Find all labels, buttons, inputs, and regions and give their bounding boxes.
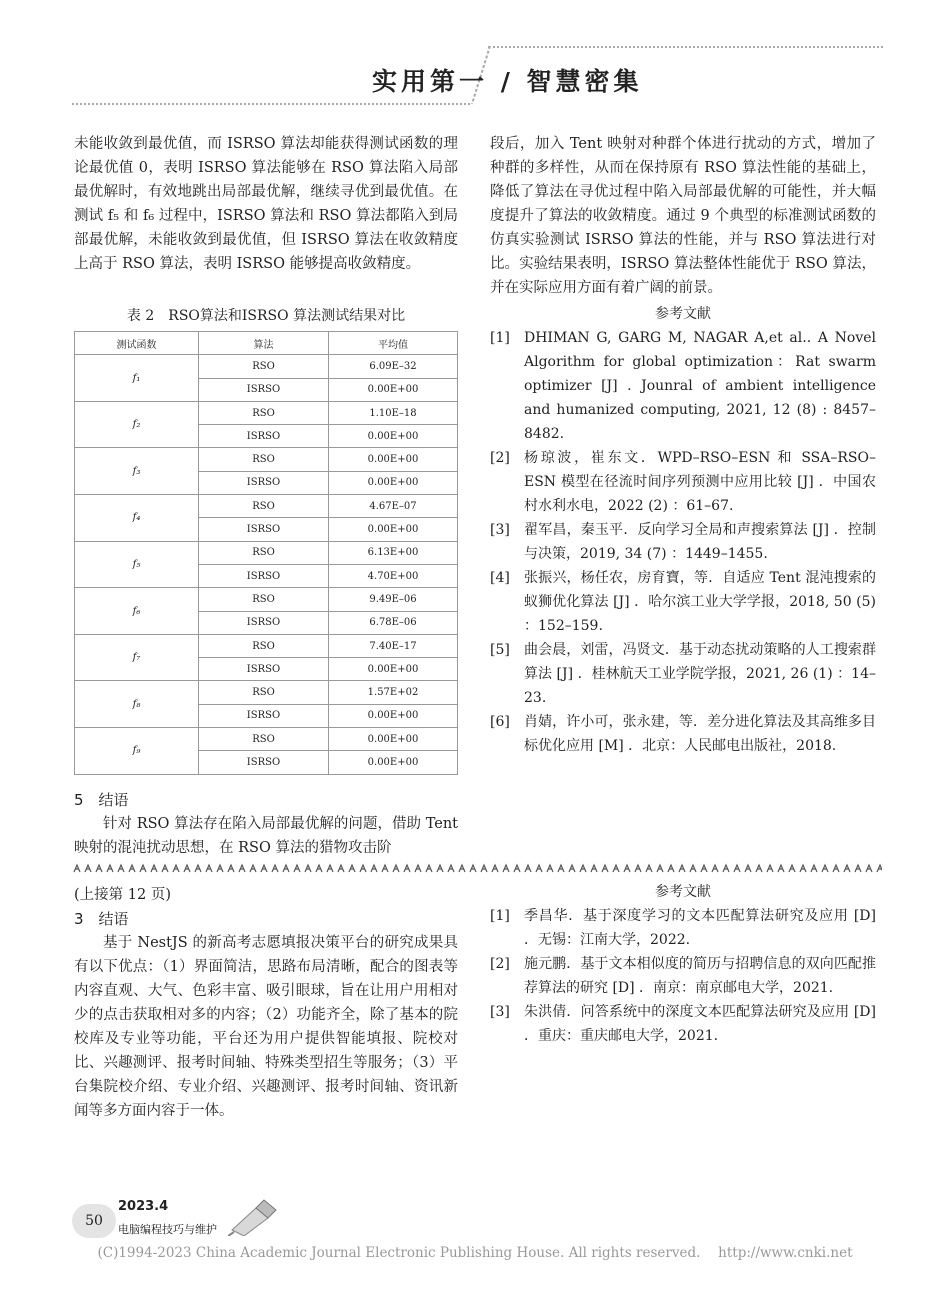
algorithm-cell: RSO [199, 541, 329, 564]
divider-ornament [657, 865, 663, 872]
average-cell: 7.40E–17 [329, 634, 458, 657]
divider-ornament [327, 865, 333, 872]
function-cell: f₂ [75, 401, 199, 448]
average-cell: 0.00E+00 [329, 425, 458, 448]
average-cell: 1.57E+02 [329, 681, 458, 704]
divider-ornament [547, 865, 553, 872]
right-column-top [490, 132, 876, 758]
divider-ornament [800, 865, 806, 872]
divider-ornament [569, 865, 575, 872]
average-cell: 0.00E+00 [329, 448, 458, 471]
usb-plug-icon [228, 1196, 280, 1236]
divider-ornament [371, 865, 377, 872]
average-cell: 4.67E–07 [329, 495, 458, 518]
algorithm-cell: RSO [199, 681, 329, 704]
divider-ornament [822, 865, 828, 872]
divider-ornament [129, 865, 135, 872]
table-row [75, 588, 458, 611]
reference-item [490, 326, 876, 446]
algorithm-cell: RSO [199, 448, 329, 471]
divider-ornament [712, 865, 718, 872]
divider-ornament [767, 865, 773, 872]
reference-text: 张振兴，杨任农，房育寶，等．自适应 Tent 混沌搜索的蚁狮优化算法 [J] ．哈尔滨工业大学学报，2018, 50 (5) ：152–159. [524, 570, 876, 634]
right-column-bottom [490, 880, 876, 1048]
references-list [490, 326, 876, 758]
article-divider [72, 862, 882, 876]
divider-ornament [481, 865, 487, 872]
header-function: 测试函数 [75, 332, 199, 355]
divider-ornament [316, 865, 322, 872]
footer-issue: 2023.4 [118, 1199, 169, 1214]
divider-ornament [844, 865, 850, 872]
table-row [75, 541, 458, 564]
divider-ornament [195, 865, 201, 872]
divider-ornament [360, 865, 366, 872]
section3-paragraph: 基于 NestJS 的新高考志愿填报决策平台的研究成果具有以下优点：（1）界面简洁，思路布局清晰，配合的图表等内容直观、大气、色彩丰富、吸引眼球，旨在让用户用相对少的点击获取相对多的内容；（2）功能齐全，除了基本的院校库及专业等功能，平台还为用户提供智能填报、院校对比、兴趣测评、报考时间轴、特殊类型招生等服务；（3）平台集院校介绍、专业介绍、兴趣测评、报考时间轴、资讯新闻等多方面内容于一体。 [74, 935, 458, 1119]
average-cell: 4.70E+00 [329, 564, 458, 587]
header-algorithm: 算法 [199, 332, 329, 355]
divider-ornament [811, 865, 817, 872]
copyright-notice: (C)1994-2023 China Academic Journal Electronic Publishing House. All rights reserved. http://www.cnki.net [97, 1245, 853, 1261]
table-body [75, 355, 458, 774]
divider-ornament [338, 865, 344, 872]
left-top-paragraph: 未能收敛到最优值，而 ISRSO 算法却能获得测试函数的理论最优值 0，表明 ISRSO 算法能够在 RSO 算法陷入局部最优解时，有效地跳出局部最优解，继续寻优到最优值。在测试 f₅ 和 f₆ 过程中，ISRSO 算法和 RSO 算法都陷入到局部最优解，未能收敛到最优值，但 ISRSO 算法在收敛精度上高于 RSO 算法，表明 ISRSO 能够提高收敛精度。 [74, 136, 458, 272]
reference-item [490, 518, 876, 566]
divider-ornament [294, 865, 300, 872]
algorithm-cell: ISRSO [199, 658, 329, 681]
reference-text: DHIMAN G, GARG M, NAGAR A,et al.. A Novel Algorithm for global optimization：Rat swarm optimizer [J] . Jounral of ambient intelligence and humanized computing, 2021, 12 (8) : 8457–8482. [524, 330, 876, 442]
table-row [75, 495, 458, 518]
references-list-2 [490, 904, 876, 1048]
table-row [75, 448, 458, 471]
divider-ornament [151, 865, 157, 872]
divider-ornament [74, 865, 80, 872]
divider-ornament [701, 865, 707, 872]
function-cell: f₃ [75, 448, 199, 495]
divider-ornament [492, 865, 498, 872]
divider-ornament [635, 865, 641, 872]
section3-heading: 3 结语 [74, 910, 129, 928]
divider-ornament [723, 865, 729, 872]
reference-item [490, 952, 876, 1000]
table-header-row [75, 332, 458, 355]
divider-ornament [833, 865, 839, 872]
divider-ornament [107, 865, 113, 872]
section5-paragraph: 针对 RSO 算法存在陷入局部最优解的问题，借助 Tent 映射的混沌扰动思想，在 RSO 算法的猎物攻击阶 [74, 816, 458, 856]
table-row [75, 681, 458, 704]
divider-ornament [668, 865, 674, 872]
divider-ornament [602, 865, 608, 872]
divider-ornament [206, 865, 212, 872]
average-cell: 0.00E+00 [329, 518, 458, 541]
divider-ornament [305, 865, 311, 872]
divider-ornament [778, 865, 784, 872]
table-row [75, 355, 458, 378]
divider-ornament [646, 865, 652, 872]
average-cell: 6.09E–32 [329, 355, 458, 378]
algorithm-cell: ISRSO [199, 518, 329, 541]
algorithm-cell: RSO [199, 355, 329, 378]
reference-number: [1] [490, 330, 510, 346]
algorithm-cell: ISRSO [199, 564, 329, 587]
algorithm-cell: ISRSO [199, 378, 329, 401]
divider-ornament [866, 865, 872, 872]
algorithm-cell: ISRSO [199, 611, 329, 634]
page-header [0, 0, 950, 115]
divider-ornament [855, 865, 861, 872]
divider-ornament [734, 865, 740, 872]
divider-ornament [415, 865, 421, 872]
reference-text: 施元鹏．基于文本相似度的简历与招聘信息的双向匹配推荐算法的研究 [D] ．南京：南京邮电大学，2021. [524, 956, 876, 996]
divider-ornament [877, 865, 882, 872]
divider-ornament [514, 865, 520, 872]
header-title: 实用第一 / 智慧密集 [372, 67, 643, 96]
reference-item [490, 710, 876, 758]
reference-item [490, 446, 876, 518]
table-row [75, 634, 458, 657]
divider-ornament [162, 865, 168, 872]
divider-ornament [393, 865, 399, 872]
divider-ornament [437, 865, 443, 872]
divider-ornament [558, 865, 564, 872]
reference-text: 翟军昌，秦玉平．反向学习全局和声搜索算法 [J] ．控制与决策，2019, 34 (7) ：1449–1455. [524, 522, 876, 562]
function-cell: f₅ [75, 541, 199, 588]
references-title-2: 参考文献 [655, 884, 711, 900]
divider-ornament [426, 865, 432, 872]
table-row [75, 401, 458, 424]
continued-note: (上接第 12 页) [74, 887, 171, 903]
average-cell: 0.00E+00 [329, 728, 458, 751]
average-cell: 0.00E+00 [329, 658, 458, 681]
divider-ornament [272, 865, 278, 872]
divider-ornament [96, 865, 102, 872]
algorithm-cell: RSO [199, 401, 329, 424]
divider-ornament [690, 865, 696, 872]
reference-number: [4] [490, 570, 510, 586]
reference-number: [5] [490, 642, 510, 658]
divider-ornament [789, 865, 795, 872]
average-cell: 0.00E+00 [329, 751, 458, 774]
divider-ornament [580, 865, 586, 872]
algorithm-cell: ISRSO [199, 751, 329, 774]
divider-ornament [250, 865, 256, 872]
divider-ornament [459, 865, 465, 872]
results-table [74, 331, 458, 775]
header-dotted-line-right [488, 46, 883, 48]
divider-ornament [756, 865, 762, 872]
average-cell: 6.13E+00 [329, 541, 458, 564]
divider-ornament [613, 865, 619, 872]
reference-text: 朱洪倩．问答系统中的深度文本匹配算法研究及应用 [D] ．重庆：重庆邮电大学，2021. [524, 1004, 876, 1044]
algorithm-cell: ISRSO [199, 704, 329, 727]
function-cell: f₆ [75, 588, 199, 635]
divider-ornament [679, 865, 685, 872]
divider-ornament [525, 865, 531, 872]
function-cell: f₇ [75, 634, 199, 681]
left-column-bottom [74, 883, 458, 1123]
references-title: 参考文献 [655, 306, 711, 322]
header-average: 平均值 [329, 332, 458, 355]
left-column-top [74, 132, 458, 276]
reference-text: 杨琼波，崔东文．WPD–RSO–ESN 和 SSA–RSO–ESN 模型在径流时间序列预测中应用比较 [J] ．中国农村水利水电，2022 (2) ：61–67. [524, 450, 876, 514]
reference-item [490, 638, 876, 710]
divider-ornament [591, 865, 597, 872]
reference-number: [3] [490, 522, 510, 538]
divider-ornament [261, 865, 267, 872]
table-caption: 表 2 RSO算法和ISRSO 算法测试结果对比 [126, 308, 406, 324]
divider-ornament [228, 865, 234, 872]
average-cell: 0.00E+00 [329, 471, 458, 494]
section5 [74, 788, 458, 860]
divider-ornament [745, 865, 751, 872]
divider-ornament [217, 865, 223, 872]
divider-ornament [470, 865, 476, 872]
reference-text: 肖婧，许小可，张永建，等．差分进化算法及其高维多目标优化应用 [M] ．北京：人民邮电出版社，2018. [524, 714, 876, 754]
function-cell: f₉ [75, 728, 199, 775]
average-cell: 0.00E+00 [329, 704, 458, 727]
algorithm-cell: RSO [199, 495, 329, 518]
reference-number: [2] [490, 956, 510, 972]
reference-number: [3] [490, 1004, 510, 1020]
reference-item [490, 1000, 876, 1048]
divider-ornament [283, 865, 289, 872]
divider-ornament [503, 865, 509, 872]
page-number: 50 [72, 1204, 116, 1238]
divider-ornament [448, 865, 454, 872]
algorithm-cell: RSO [199, 634, 329, 657]
footer-journal: 电脑编程技巧与维护 [118, 1223, 217, 1236]
average-cell: 6.78E–06 [329, 611, 458, 634]
reference-number: [2] [490, 450, 510, 466]
function-cell: f₈ [75, 681, 199, 728]
algorithm-cell: RSO [199, 728, 329, 751]
divider-ornament [173, 865, 179, 872]
algorithm-cell: ISRSO [199, 425, 329, 448]
section5-heading: 5 结语 [74, 791, 129, 809]
reference-text: 曲会晨，刘雷，冯贤文．基于动态扰动策略的人工搜索群算法 [J] ．桂林航天工业学院学报，2021, 26 (1) ：14–23. [524, 642, 876, 706]
average-cell: 1.10E–18 [329, 401, 458, 424]
table-row [75, 728, 458, 751]
reference-text: 季昌华．基于深度学习的文本匹配算法研究及应用 [D] ．无锡：江南大学，2022. [524, 908, 876, 948]
algorithm-cell: ISRSO [199, 471, 329, 494]
divider-ornament [349, 865, 355, 872]
average-cell: 0.00E+00 [329, 378, 458, 401]
reference-item [490, 904, 876, 952]
reference-number: [6] [490, 714, 510, 730]
average-cell: 9.49E–06 [329, 588, 458, 611]
divider-ornament [85, 865, 91, 872]
divider-ornament [184, 865, 190, 872]
function-cell: f₁ [75, 355, 199, 402]
divider-ornament [118, 865, 124, 872]
divider-ornament [140, 865, 146, 872]
divider-ornament [624, 865, 630, 872]
right-top-paragraph: 段后，加入 Tent 映射对种群个体进行扰动的方式，增加了种群的多样性，从而在保持原有 RSO 算法性能的基础上，降低了算法在寻优过程中陷入局部最优解的可能性，并大幅度提升了算法的收敛精度。通过 9 个典型的标准测试函数的仿真实验测试 ISRSO 算法的性能，并与 RSO 算法进行对比。实验结果表明，ISRSO 算法整体性能优于 RSO 算法，并在实际应用方面有着广阔的前景。 [490, 136, 876, 296]
reference-number: [1] [490, 908, 510, 924]
divider-ornament [239, 865, 245, 872]
function-cell: f₄ [75, 495, 199, 542]
reference-item [490, 566, 876, 638]
divider-ornament [404, 865, 410, 872]
algorithm-cell: RSO [199, 588, 329, 611]
header-dotted-line-left [72, 103, 470, 105]
divider-ornament [536, 865, 542, 872]
divider-ornament [382, 865, 388, 872]
